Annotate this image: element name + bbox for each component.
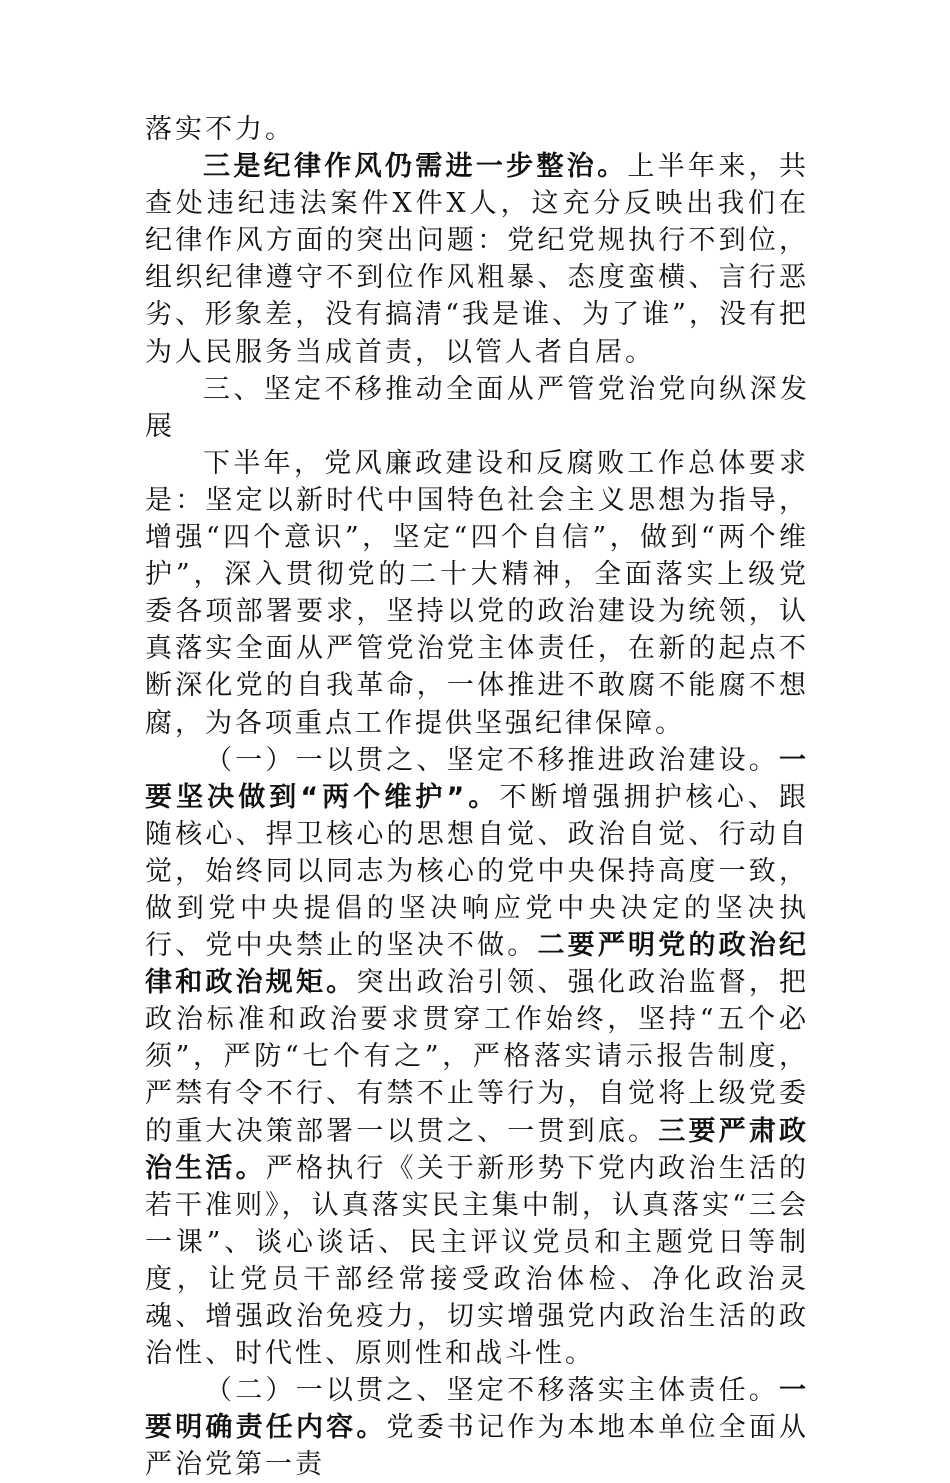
paragraph-lead: 三是纪律作风仍需进一步整治。 (203, 151, 628, 183)
point-lead: 二要严明党的政治纪律和政治规矩。 (145, 930, 810, 999)
paragraph-text: 下半年，党风廉政建设和反腐败工作总体要求是：坚定以新时代中国特色社会主义思想为指导，增强“四个意识”，坚定“四个自信”，做到“两个维护”，深入贯彻党的二十大精神，全面落实上级党委各项部署要求，坚持以党的政治建设为统领，认真落实全面从严管党治党主体责任，在新的起点不断深化党的自我革命，一体推进不敢腐不能腐不想腐，为各项重点工作提供坚强纪律保障。 (145, 447, 809, 739)
point-text: 突出政治引领、强化政治监督，把政治标准和政治要求贯穿工作始终，坚持“五个必须”，严防“七个有之”，严格落实请示报告制度，严禁有令不行、有禁不止等行为，自觉将上级党委的重大决策部署一以贯之、一贯到底。 (145, 967, 810, 1147)
point-text: 严格执行《关于新形势下党内政治生活的若干准则》，认真落实民主集中制，认真落实“三会一课”、谈心谈话、民主评议党员和主题党日等制度，让党员干部经常接受政治体检、净化政治灵魂、增强政治免疫力，切实增强党内政治生活的政治性、时代性、原则性和战斗性。 (145, 1152, 810, 1370)
point-text: 不断增强拥护核心、跟随核心、捍卫核心的思想自觉、政治自觉、行动自觉，始终同以同志为核心的党中央保持高度一致，做到党中央提倡的坚决响应党中央决定的坚决执行、党中央禁止的坚决不做。 (145, 781, 810, 962)
point-lead: 三要严肃政治生活。 (145, 1115, 810, 1184)
paragraph-text: 上半年来，共查处违纪违法案件X件X人，这充分反映出我们在纪律作风方面的突出问题：党纪党规执行不到位，组织纪律遵守不到位作风粗暴、态度蛮横、言行恶劣、形象差，没有搞清“我是谁、为了谁”，没有把为人民服务当成首责，以管人者自居。 (145, 151, 810, 368)
point-lead: 一要坚决做到“两个维护”。 (145, 744, 809, 813)
paragraph-continuation (145, 111, 809, 148)
section-heading-3: 三、坚定不移推动全面从严管党治党向纵深发展 (145, 373, 809, 442)
paragraph-requirements (145, 445, 809, 742)
paragraph-text: 落实不力。 (145, 114, 295, 145)
subsection-title: （二）一以贯之、坚定不移落实主体责任。 (205, 1375, 779, 1407)
paragraph-discipline (145, 148, 809, 371)
subsection-political-building (145, 742, 809, 1373)
point-text: 党委书记作为本地本单位全面从严治党第一责 (145, 1412, 810, 1481)
point-lead: 一要明确责任内容。 (145, 1375, 809, 1444)
subsection-title: （一）一以贯之、坚定不移推进政治建设。 (205, 744, 779, 776)
document-body (145, 111, 809, 1483)
subsection-main-responsibility (145, 1372, 809, 1483)
